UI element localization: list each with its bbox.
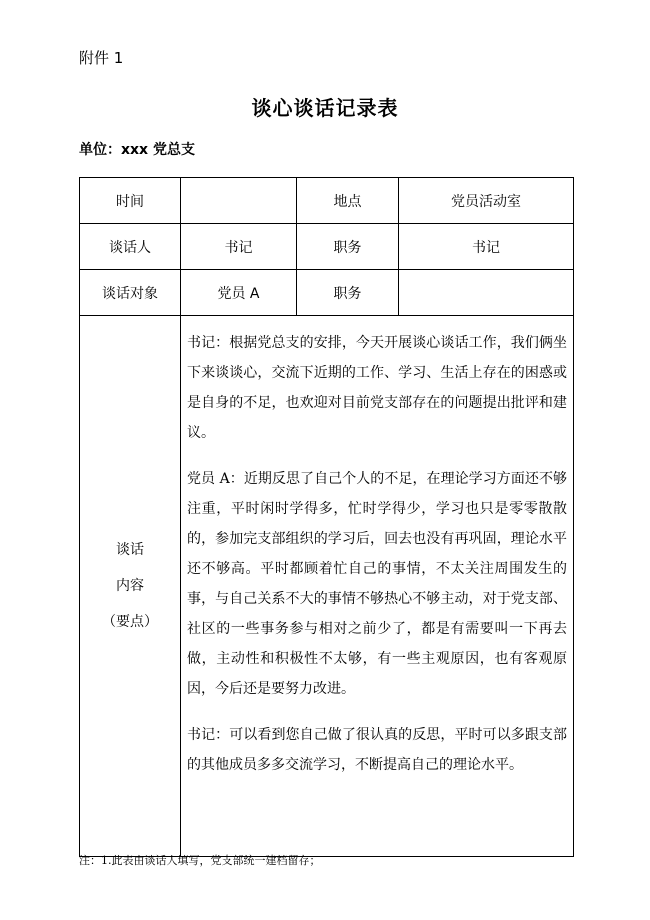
content-label-line: 谈话 [116, 542, 144, 558]
content-cell [181, 316, 574, 857]
interviewee-label: 谈话对象 [80, 270, 181, 316]
footnote: 注：1.此表由谈话人填写，党支部统一建档留存； [79, 854, 321, 867]
table-row [80, 270, 574, 316]
location-value: 党员活动室 [399, 178, 574, 224]
location-label: 地点 [297, 178, 399, 224]
interviewee-value: 党员 A [181, 270, 297, 316]
time-label: 时间 [80, 178, 181, 224]
content-label-line: （要点） [102, 614, 158, 630]
page-title: 谈心谈话记录表 [251, 96, 399, 120]
content-paragraph: 书记：根据党总支的安排，今天开展谈心谈话工作，我们俩坐下来谈谈心，交流下近期的工作、学习、生活上存在的困惑或是自身的不足，也欢迎对目前党支部存在的问题提出批评和建议。 [187, 335, 567, 441]
interviewer-position-value: 书记 [399, 224, 574, 270]
interviewer-label: 谈话人 [80, 224, 181, 270]
time-value [181, 178, 297, 224]
unit-label: 单位：xxx 党总支 [79, 142, 195, 158]
attachment-label: 附件 1 [79, 49, 124, 67]
content-label-line: 内容 [116, 578, 144, 594]
table-row [80, 178, 574, 224]
content-label [80, 316, 181, 857]
interviewer-value: 书记 [181, 224, 297, 270]
interviewee-position-label: 职务 [297, 270, 399, 316]
record-table [79, 177, 574, 857]
table-row [80, 316, 574, 857]
interviewer-position-label: 职务 [297, 224, 399, 270]
content-paragraph: 书记：可以看到您自己做了很认真的反思，平时可以多跟支部的其他成员多多交流学习，不断提高自己的理论水平。 [187, 727, 567, 773]
table-row [80, 224, 574, 270]
interviewee-position-value [399, 270, 574, 316]
content-paragraph: 党员 A：近期反思了自己个人的不足，在理论学习方面还不够注重，平时闲时学得多，忙时学得少，学习也只是零零散散的，参加完支部组织的学习后，回去也没有再巩固，理论水平还不够高。平时都顾着忙自己的事情，不太关注周围发生的事，与自己关系不大的事情不够热心不够主动，对于党支部、社区的一些事务参与相对之前少了，都是有需要叫一下再去做，主动性和积极性不太够，有一些主观原因，也有客观原因，今后还是要努力改进。 [187, 471, 567, 697]
